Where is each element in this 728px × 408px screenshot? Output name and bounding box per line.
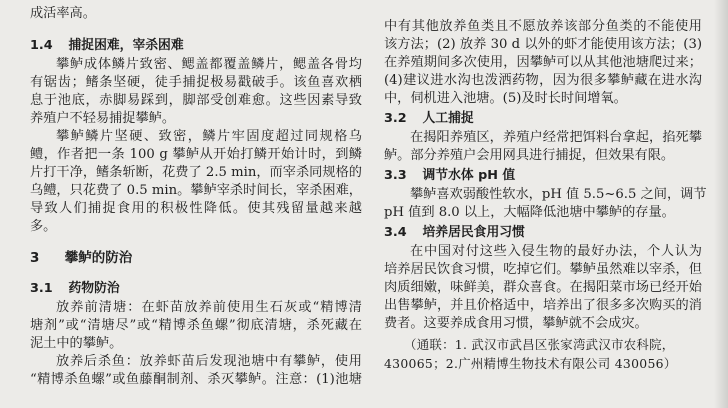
section-title: 攀鲈的防治 — [64, 250, 133, 266]
section-heading-1-4 — [30, 37, 184, 55]
body-text-line: 中，伺机进入池塘。(5)及时长时间增氧。 — [384, 91, 627, 106]
body-text-line: 导致人们捕捉食用的积极性降低。使其残留量越来越 — [30, 201, 362, 216]
body-text-line: 培养居民饮食习惯，吃掉它们。攀鲈虽然难以宰杀，但 — [384, 262, 702, 277]
section-heading-3-1 — [30, 280, 120, 298]
section-number: 3.3 — [384, 168, 407, 183]
body-text-line: 中有其他放养鱼类且不愿放养该部分鱼类的不能使用 — [384, 19, 702, 34]
section-number: 3.2 — [384, 111, 407, 126]
body-text-line: 出售攀鲈，并且价格适中，培养出了很多多次购买的消 — [384, 298, 702, 313]
body-text-line: pH 值到 8.0 以上，大幅降低池塘中攀鲈的存量。 — [384, 205, 675, 220]
body-text-line: 在中国对付这些入侵生物的最好办法，个人认为 — [410, 244, 702, 259]
body-text-line: 有锯齿；鳍条坚硬，徒手捕捉极易戳破手。该鱼喜欢栖 — [30, 75, 362, 90]
page-edge-shadow — [714, 0, 728, 408]
body-text-line: 在揭阳养殖区，养殖户经常把饵料台拿起，掐死攀 — [410, 130, 702, 145]
section-title: 调节水体 pH 值 — [422, 168, 516, 183]
body-text-line: 乌鳢，只花费了 0.5 min。攀鲈宰杀时间长，宰杀困难， — [30, 183, 362, 198]
body-text-line: 塘剂”或“清塘尽”或“精博杀鱼螺”彻底清塘，杀死藏在 — [30, 318, 362, 333]
section-heading-3-3 — [384, 167, 515, 185]
body-text-line: (4)建议进水沟也泼洒药物，因为很多攀鲈藏在进水沟 — [384, 73, 702, 88]
body-text-line: 肉质细嫩，味鲜美，群众喜食。在揭阳菜市场已经开始 — [384, 280, 702, 295]
section-number: 1.4 — [30, 38, 53, 53]
section-number: 3 — [30, 250, 40, 266]
section-title: 捕捉困难，宰杀困难 — [68, 38, 184, 53]
body-text-line: 多。 — [30, 219, 57, 234]
section-title: 药物防治 — [68, 281, 120, 296]
body-text-line: 费者。这要养成食用习惯，攀鲈就不会成灾。 — [384, 316, 648, 331]
body-text-line: 息于池底，赤脚易踩到，脚部受创难愈。这些因素导致 — [30, 93, 362, 108]
body-text-line: 成活率高。 — [30, 6, 96, 21]
section-number: 3.4 — [384, 225, 407, 240]
section-heading-3 — [30, 249, 132, 267]
contact-address-line: 430065；2.广州精博生物技术有限公司 430056） — [384, 356, 677, 371]
section-number: 3.1 — [30, 281, 53, 296]
body-text-line: 鳢，作者把一条 100 g 攀鲈从开始打鳞开始计时，到鳞 — [30, 147, 362, 162]
body-text-line: 泥土中的攀鲈。 — [30, 336, 123, 351]
body-text-line: 片打干净，鳍条斩断，花费了 2.5 min，而宰杀同规格的 — [30, 165, 362, 180]
section-title: 培养居民食用习惯 — [422, 225, 525, 240]
section-heading-3-2 — [384, 110, 474, 128]
body-text-line: 该方法；(2) 放养 30 d 以外的虾才能使用该方法；(3) — [384, 37, 702, 52]
body-text-line: 鲈。部分养殖户会用网具进行捕捉，但效果有限。 — [384, 148, 675, 163]
body-text-line: 攀鲈成体鳞片致密、鳃盖都覆盖鳞片，鳃盖各骨均 — [56, 57, 362, 72]
section-heading-3-4 — [384, 224, 525, 242]
body-text-line: 放养后杀鱼：放养虾苗后发现池塘中有攀鲈，使用 — [56, 354, 362, 369]
contact-address-line: （通联：1. 武汉市武昌区张家湾武汉市农科院， — [404, 337, 675, 352]
body-text-line: 养殖户不轻易捕捉攀鲈。 — [30, 111, 176, 126]
section-title: 人工捕捉 — [422, 111, 474, 126]
body-text-line: 放养前清塘：在虾苗放养前使用生石灰或“精博清 — [56, 300, 362, 315]
body-text-line: 攀鲈喜欢弱酸性软水，pH 值 5.5~6.5 之间，调节 — [410, 187, 707, 202]
body-text-line: 攀鲈鳞片坚硬、致密，鳞片牢固度超过同规格乌 — [56, 129, 362, 144]
body-text-line: “精博杀鱼螺”或鱼藤酮制剂、杀灭攀鲈。注意：(1)池塘 — [30, 372, 362, 387]
body-text-line: 在养殖期间多次使用，因攀鲈可以从其他池塘爬过来； — [384, 55, 702, 70]
